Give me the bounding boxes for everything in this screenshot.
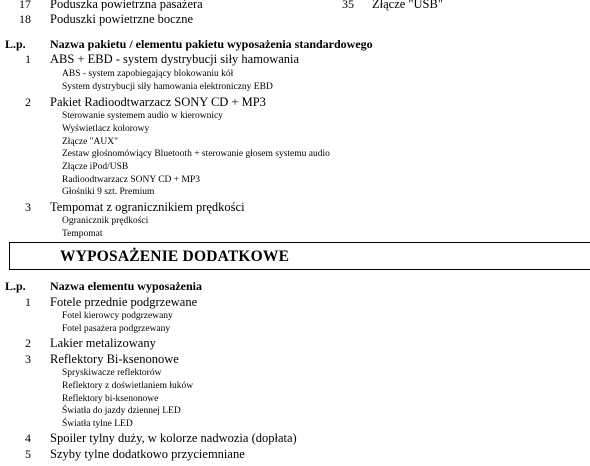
standard-sub-item: Radioodtwarzacz SONY CD + MP3 bbox=[62, 175, 200, 185]
additional-name-header: Nazwa elementu wyposażenia bbox=[50, 279, 202, 293]
section-banner bbox=[9, 242, 590, 270]
additional-item-label: Spoiler tylny duży, w kolorze nadwozia (dopłata) bbox=[50, 431, 297, 445]
additional-item-label: Fotele przednie podgrzewane bbox=[50, 295, 198, 309]
standard-item-number: 2 bbox=[25, 95, 31, 109]
standard-sub-item: Głośniki 9 szt. Premium bbox=[62, 187, 155, 197]
additional-sub-item: Spryskiwacze reflektorów bbox=[62, 368, 162, 378]
additional-sub-item: Fotel pasażera podgrzewany bbox=[62, 324, 171, 334]
additional-sub-item: Światła do jazdy dziennej LED bbox=[62, 406, 181, 416]
standard-sub-item: Wyświetlacz kolorowy bbox=[62, 124, 150, 134]
additional-item-number: 3 bbox=[25, 352, 31, 366]
standard-sub-item: Sterowanie systemem audio w kierownicy bbox=[62, 111, 223, 121]
additional-item-label: Lakier metalizowany bbox=[50, 336, 156, 350]
top-item-label: Poduszka powietrzna pasażera bbox=[50, 0, 203, 11]
additional-lp-header: L.p. bbox=[5, 279, 26, 293]
standard-item-label: Tempomat z ogranicznikiem prędkości bbox=[50, 200, 245, 214]
standard-lp-header: L.p. bbox=[5, 37, 26, 51]
additional-sub-item: Reflektory bi-ksenonowe bbox=[62, 394, 159, 404]
additional-item-label: Szyby tylne dodatkowo przyciemniane bbox=[50, 447, 245, 461]
additional-item-number: 2 bbox=[25, 336, 31, 350]
standard-item-number: 1 bbox=[25, 52, 31, 66]
additional-item-number: 1 bbox=[25, 295, 31, 309]
top-item-number: 18 bbox=[19, 12, 31, 26]
additional-item-label: Reflektory Bi-ksenonowe bbox=[50, 352, 179, 366]
standard-name-header: Nazwa pakietu / elementu pakietu wyposażenia standardowego bbox=[50, 37, 373, 51]
additional-sub-item: Fotel kierowcy podgrzewany bbox=[62, 311, 173, 321]
section-banner-title: WYPOSAŻENIE DODATKOWE bbox=[60, 248, 290, 265]
standard-item-number: 3 bbox=[25, 200, 31, 214]
top-right-label: Złącze "USB" bbox=[372, 0, 443, 11]
standard-sub-item: Tempomat bbox=[62, 229, 103, 239]
standard-item-label: Pakiet Radioodtwarzacz SONY CD + MP3 bbox=[50, 95, 266, 109]
standard-sub-item: ABS - system zapobiegający blokowaniu kół bbox=[62, 69, 234, 79]
additional-item-number: 5 bbox=[25, 447, 31, 461]
additional-item-number: 4 bbox=[25, 431, 31, 445]
top-item-number: 17 bbox=[19, 0, 31, 11]
standard-sub-item: System dystrybucji siły hamowania elektroniczny EBD bbox=[62, 82, 273, 92]
standard-sub-item: Zestaw głośnomówiący Bluetooth + sterowanie głosem systemu audio bbox=[62, 149, 330, 159]
standard-sub-item: Złącze iPod/USB bbox=[62, 162, 129, 172]
standard-sub-item: Złącze "AUX" bbox=[62, 137, 119, 147]
standard-sub-item: Ogranicznik prędkości bbox=[62, 216, 149, 226]
top-item-label: Poduszki powietrzne boczne bbox=[50, 12, 194, 26]
additional-sub-item: Światła tylne LED bbox=[62, 419, 133, 429]
top-right-number: 35 bbox=[342, 0, 354, 11]
standard-item-label: ABS + EBD - system dystrybucji siły hamowania bbox=[50, 52, 300, 66]
additional-sub-item: Reflektory z doświetlaniem łuków bbox=[62, 381, 194, 391]
